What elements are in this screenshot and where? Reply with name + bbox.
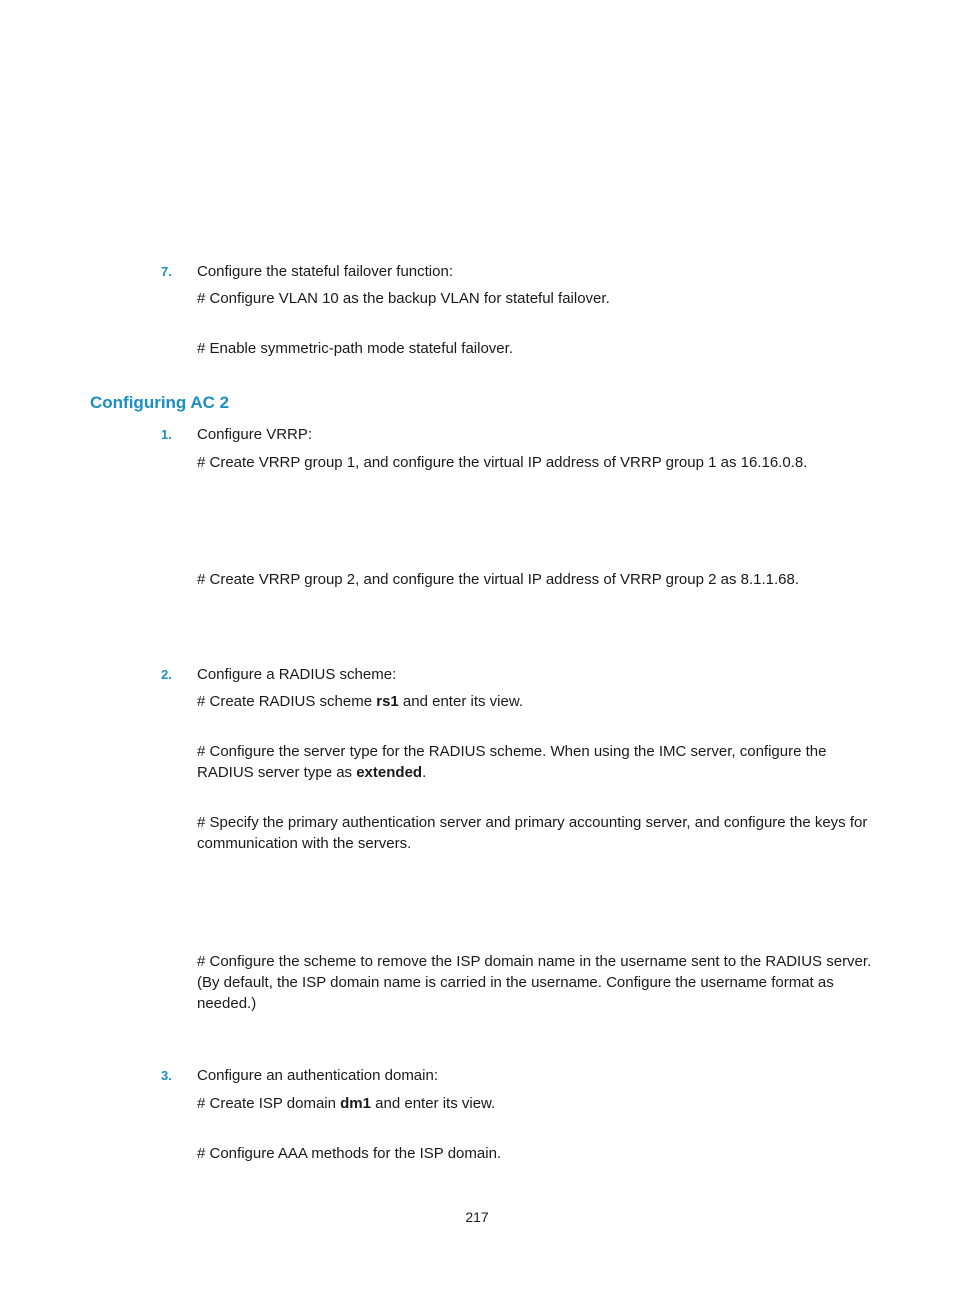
server-type: extended bbox=[356, 764, 423, 781]
text: and enter its view. bbox=[398, 693, 523, 710]
step-2-number: 2. bbox=[161, 667, 172, 682]
step-2-title: Configure a RADIUS scheme: bbox=[197, 666, 397, 683]
step-7-paragraph-2: # Enable symmetric-path mode stateful failover. bbox=[197, 340, 513, 357]
scheme-name: rs1 bbox=[376, 693, 399, 710]
text: # Configure the server type for the RADIUS scheme. When using the IMC server, configure the RADIUS server type as bbox=[197, 743, 827, 781]
step-2-paragraph-3: # Specify the primary authentication server and primary accounting server, and configure the keys for communication with the servers. bbox=[197, 814, 868, 852]
step-1-paragraph-1: # Create VRRP group 1, and configure the virtual IP address of VRRP group 1 as 16.16.0.8. bbox=[197, 454, 808, 471]
step-3-number: 3. bbox=[161, 1068, 172, 1083]
page-number: 217 bbox=[465, 1209, 489, 1225]
section-heading: Configuring AC 2 bbox=[90, 393, 230, 412]
step-1-title: Configure VRRP: bbox=[197, 426, 313, 443]
step-7-title: Configure the stateful failover function: bbox=[197, 263, 453, 280]
step-3-paragraph-1 bbox=[197, 1093, 877, 1114]
step-2-paragraph-1 bbox=[197, 691, 877, 712]
text: and enter its view. bbox=[370, 1095, 496, 1112]
text: # Create RADIUS scheme bbox=[197, 693, 377, 710]
text: . bbox=[422, 764, 427, 781]
step-3-title: Configure an authentication domain: bbox=[197, 1067, 438, 1084]
step-1-number: 1. bbox=[161, 427, 172, 442]
step-2-paragraph-2 bbox=[197, 741, 877, 783]
step-7-number: 7. bbox=[161, 264, 172, 279]
step-3-paragraph-2: # Configure AAA methods for the ISP domain. bbox=[197, 1145, 502, 1162]
step-7-paragraph-1: # Configure VLAN 10 as the backup VLAN for stateful failover. bbox=[197, 290, 610, 307]
domain-name: dm1 bbox=[340, 1095, 371, 1112]
step-2-paragraph-4: # Configure the scheme to remove the ISP domain name in the username sent to the RADIUS server. (By default, the ISP domain name is carried in the username. Configure the username format as needed.) bbox=[197, 953, 872, 1012]
step-1-paragraph-2: # Create VRRP group 2, and configure the virtual IP address of VRRP group 2 as 8.1.1.68. bbox=[197, 571, 800, 588]
text: # Create ISP domain bbox=[197, 1095, 341, 1112]
